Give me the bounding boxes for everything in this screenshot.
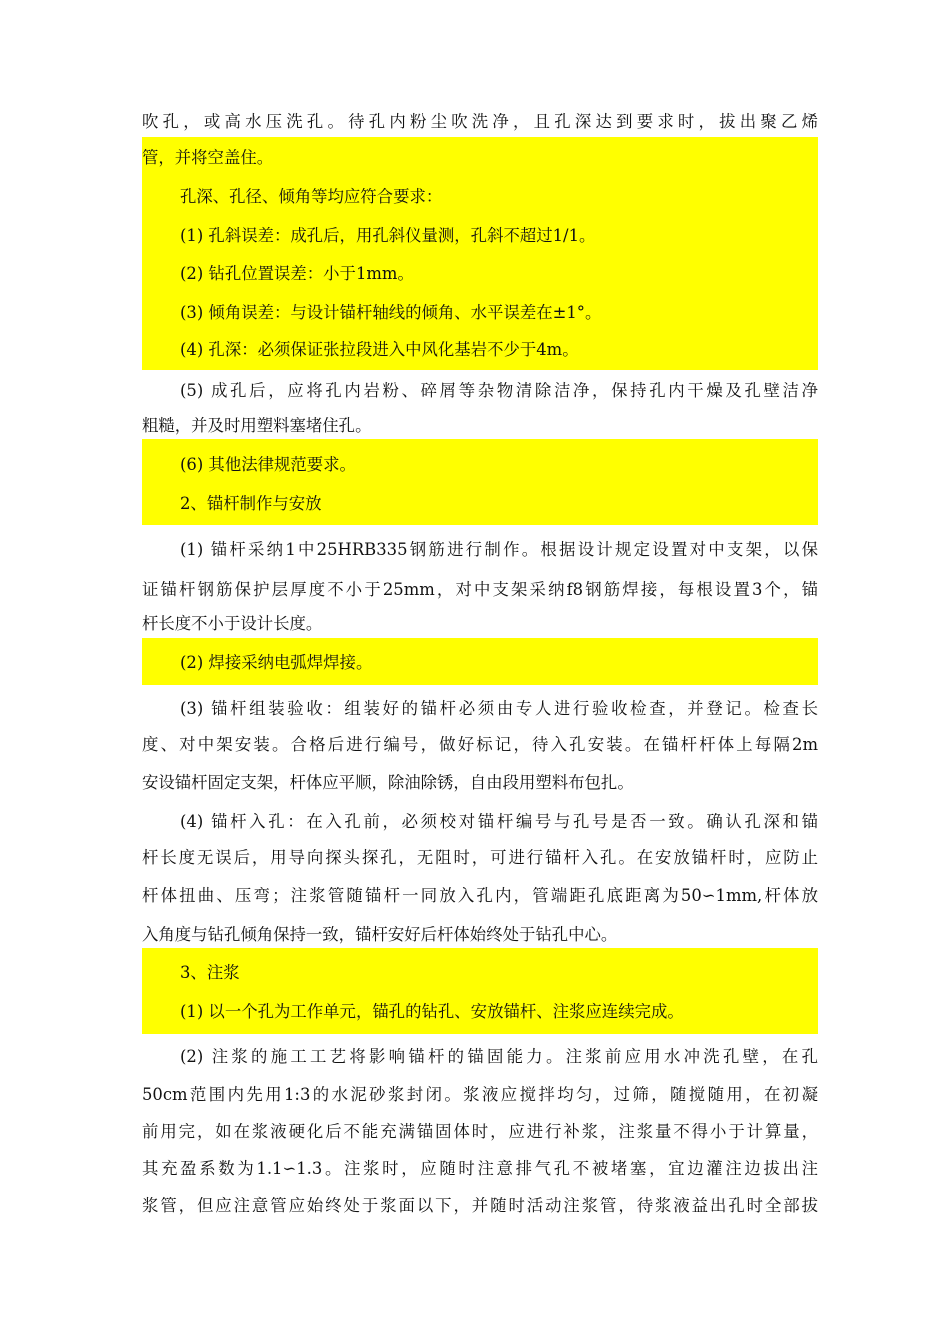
paragraph-line: 入角度与钻孔倾角保持一致，锚杆安好后杆体始终处于钻孔中心。 <box>142 925 618 944</box>
section-heading: 3、注浆 <box>180 963 240 982</box>
paragraph-line: 杆长度不小于设计长度。 <box>142 614 323 633</box>
section-heading: 2、锚杆制作与安放 <box>180 494 322 513</box>
list-item: (6) 其他法律规范要求。 <box>180 455 356 474</box>
list-item: (2) 注浆的施工工艺将影响锚杆的锚固能力。注浆前应用水冲洗孔壁，在孔 <box>180 1047 818 1066</box>
paragraph-line: 其充盈系数为1.1∽1.3。注浆时，应随时注意排气孔不被堵塞，宜边灌注边拔出注 <box>142 1159 818 1178</box>
list-item: (4) 孔深：必须保证张拉段进入中风化基岩不少于4m。 <box>180 340 579 359</box>
paragraph-line: 粗糙，并及时用塑料塞堵住孔。 <box>142 416 372 435</box>
list-item: (1) 锚杆采纳1中25HRB335钢筋进行制作。根据设计规定设置对中支架，以保 <box>180 540 818 559</box>
list-item: (1) 孔斜误差：成孔后，用孔斜仪量测，孔斜不超过1/1。 <box>180 226 596 245</box>
paragraph-line: 杆体扭曲、压弯；注浆管随锚杆一同放入孔内，管端距孔底距离为50∽1mm,杆体放 <box>142 886 818 905</box>
list-item: (3) 锚杆组装验收：组装好的锚杆必须由专人进行验收检查，并登记。检查长 <box>180 699 818 718</box>
paragraph-line: 管，并将空盖住。 <box>142 148 274 167</box>
list-item: (1) 以一个孔为工作单元，锚孔的钻孔、安放锚杆、注浆应连续完成。 <box>180 1002 684 1021</box>
paragraph-line: 吹孔，或高水压洗孔。待孔内粉尘吹洗净，且孔深达到要求时，拔出聚乙烯 <box>142 112 818 131</box>
list-item: (5) 成孔后，应将孔内岩粉、碎屑等杂物清除洁净，保持孔内干燥及孔壁洁净 <box>180 381 818 400</box>
paragraph-line: 安设锚杆固定支架，杆体应平顺，除油除锈，自由段用塑料布包扎。 <box>142 773 634 792</box>
paragraph-line: 前用完，如在浆液硬化后不能充满锚固体时，应进行补浆，注浆量不得小于计算量， <box>142 1122 818 1141</box>
paragraph-line: 度、对中架安装。合格后进行编号，做好标记，待入孔安装。在锚杆杆体上每隔2m <box>142 735 818 754</box>
list-item: (4) 锚杆入孔：在入孔前，必须校对锚杆编号与孔号是否一致。确认孔深和锚 <box>180 812 818 831</box>
list-item: (3) 倾角误差：与设计锚杆轴线的倾角、水平误差在±1°。 <box>180 303 602 322</box>
list-item: (2) 焊接采纳电弧焊焊接。 <box>180 653 373 672</box>
paragraph-line: 孔深、孔径、倾角等均应符合要求： <box>180 187 443 206</box>
paragraph-line: 50cm范围内先用1:3的水泥砂浆封闭。浆液应搅拌均匀，过筛，随搅随用，在初凝 <box>142 1085 818 1104</box>
paragraph-line: 证锚杆钢筋保护层厚度不小于25mm，对中支架采纳f8钢筋焊接，每根设置3个，锚 <box>142 580 818 599</box>
paragraph-line: 杆长度无误后，用导向探头探孔，无阻时，可进行锚杆入孔。在安放锚杆时，应防止 <box>142 848 818 867</box>
paragraph-line: 浆管，但应注意管应始终处于浆面以下，并随时活动注浆管，待浆液益出孔时全部拔 <box>142 1196 818 1215</box>
list-item: (2) 钻孔位置误差：小于1mm。 <box>180 264 414 283</box>
